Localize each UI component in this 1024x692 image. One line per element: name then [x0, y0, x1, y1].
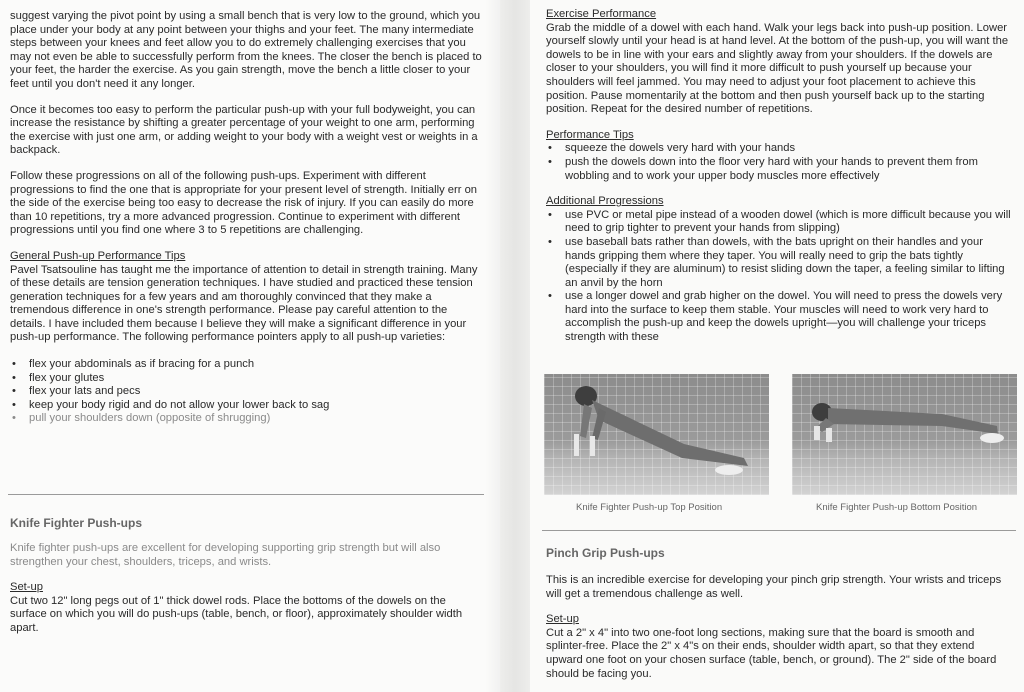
performance-tips-list: [546, 142, 1014, 183]
section-title: Knife Fighter Push-ups: [10, 516, 142, 530]
general-tips-paragraph: Pavel Tsatsouline has taught me the importance of attention to detail in strength training. Many of these details are tension generation techniques. I have studied and practiced these tension generation techniques for a few years and am thoroughly convinced that they make a tremendous difference in one's strength performance. Please pay careful attention to the details. I have included them because I believe they will make a significant difference in your push-up performance. The following performance pointers apply to all push-up varieties:: [10, 263, 478, 344]
left-paragraph-3: Follow these progressions on all of the following push-ups. Experiment with different progressions to find the one that is appropriate for your present level of strength. Initially err on the side of the exercise being too easy to decrease the risk of injury. If you can easily do more than 10 repetitions, try a more advanced progression. Continue to experiment with different progressions until you find one where 3 to 5 repetitions are challenging.: [10, 169, 478, 237]
caption-top-position: Knife Fighter Push-up Top Position: [576, 502, 723, 513]
setup-heading: Set-up: [546, 613, 579, 626]
progression-item: • use baseball bats rather than dowels, with the bats upright on their handles and your hands gripping them where they taper. You will really need to grip the bats tightly (especially if they are aluminum) to resist sliding down the taper, a feeling similar to lifting an anvil by the horn: [565, 236, 1014, 290]
tip-item: • squeeze the dowels very hard with your hands: [565, 142, 1014, 156]
knife-fighter-section: [10, 516, 482, 636]
section-intro: Knife fighter push-ups are excellent for developing supporting grip strength but will also strengthen your chest, shoulders, triceps, and wrists.: [10, 542, 441, 568]
section-divider: [542, 530, 1016, 531]
pushup-bottom-figure: [792, 374, 1017, 495]
left-paragraph-2: Once it becomes too easy to perform the particular push-up with your full bodyweight, you can increase the resistance by shifting a greater percentage of your weight to one arm, performing the exercise with just one arm, or adding weight to your body with a weight vest or weights in a backpack.: [10, 103, 478, 157]
pinch-grip-section: [546, 546, 1014, 681]
section-intro: This is an incredible exercise for developing your pinch grip strength. Your wrists and triceps will get a tremendous challenge as well.: [546, 574, 1002, 600]
progression-item: • use PVC or metal pipe instead of a wooden dowel (which is more difficult because you will need to grip tighter to prevent your hands from slipping): [565, 209, 1014, 236]
general-tips-heading: General Push-up Performance Tips: [10, 249, 186, 262]
pushup-top-figure: [544, 374, 769, 495]
left-text-column: [10, 10, 482, 426]
setup-text: Cut two 12" long pegs out of 1" thick dowel rods. Place the bottoms of the dowels on the surface on which you will do push-ups (table, bench, or floor), approximately shoulder width apart.: [10, 594, 463, 634]
setup-text: Cut a 2" x 4" into two one-foot long sections, making sure that the board is smooth and splinter-free. Place the 2" x 4"s on their ends, shoulder width apart, so that they extend upward one foot on your chosen surface (table, bench, or ground). The 2" side of the board should be facing you.: [546, 626, 997, 680]
tip-item: • flex your abdominals as if bracing for a punch: [29, 358, 482, 372]
tip-item: • flex your lats and pecs: [29, 385, 482, 399]
progressions-list: [546, 209, 1014, 345]
exercise-performance-heading: Exercise Performance: [546, 8, 657, 20]
right-page: [530, 0, 1024, 692]
tip-item: • push the dowels down into the floor very hard with your hands to prevent them from wobbling and to work your upper body muscles more effectively: [565, 156, 1014, 183]
performance-tips-heading: Performance Tips: [546, 128, 634, 141]
tip-item: • pull your shoulders down (opposite of shrugging): [29, 412, 482, 426]
setup-heading: Set-up: [10, 581, 43, 594]
general-tips-list: [10, 358, 482, 426]
progression-item: • use a longer dowel and grab higher on the dowel. You will need to press the dowels very hard into the surface to keep them stable. Your muscles will need to work very hard to accomplish the push-up and keep the dowels upright—you will challenge your triceps strength with these: [565, 290, 1014, 344]
section-title: Pinch Grip Push-ups: [546, 546, 665, 560]
additional-progressions-heading: Additional Progressions: [546, 195, 664, 208]
exercise-performance-text: Grab the middle of a dowel with each hand. Walk your legs back into push-up position. Lower yourself slowly until your head is at hand level. At the bottom of the push-up, you will want the dowels to be in line with your ears and slightly away from your shoulders. If the dowels are closer to your shoulders, you will find it more difficult to push yourself up because your shoulders will feel jammed. You may need to adjust your foot placement to achieve this position. Pause momentarily at the bottom and then push yourself back up to the starting position. Repeat for the desired number of repetitions.: [546, 21, 1009, 116]
section-divider: [8, 494, 484, 495]
photo-bottom-position: [792, 374, 1017, 495]
right-text-column: [546, 8, 1014, 345]
photo-top-position: [544, 374, 769, 495]
tip-item: • flex your glutes: [29, 372, 482, 386]
left-paragraph-1: suggest varying the pivot point by using a small bench that is very low to the ground, which you place under your body at any point between your thighs and your feet. The many intermediate steps between your knees and feet allow you to do extremely challenging exercises that you may not even be able to successfully perform from the knees. The closer the bench is placed to your feet, the harder the exercise. As you gain strength, move the bench a little closer to your feet until you don't need it any longer.: [10, 10, 482, 90]
tip-item: • keep your body rigid and do not allow your lower back to sag: [29, 399, 482, 413]
left-page: [0, 0, 500, 692]
caption-bottom-position: Knife Fighter Push-up Bottom Position: [816, 502, 978, 513]
